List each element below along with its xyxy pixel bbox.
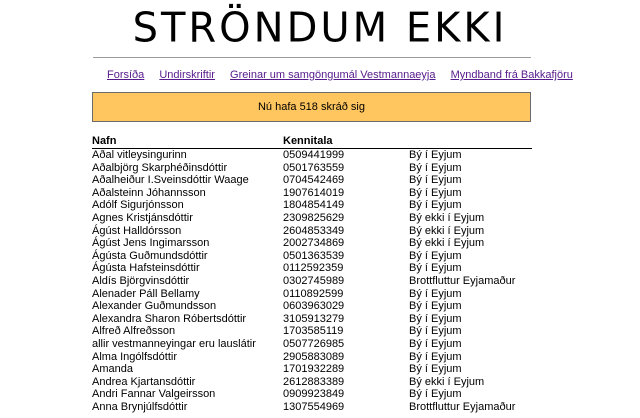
cell-name: allir vestmanneyingar eru lauslátir bbox=[92, 337, 256, 350]
cell-name: Ágúst Halldórsson bbox=[92, 224, 182, 237]
table-row bbox=[92, 262, 532, 275]
cell-kennitala: 2905883089 bbox=[283, 350, 345, 363]
cell-residence: Bý ekki í Eyjum bbox=[409, 237, 485, 250]
cell-kennitala: 0110892599 bbox=[283, 287, 344, 300]
cell-residence: Bý í Eyjum bbox=[409, 199, 462, 212]
nav-link-greinar[interactable]: Greinar um samgöngumál Vestmannaeyja bbox=[230, 69, 436, 81]
nav-link-forsida[interactable]: Forsíða bbox=[107, 69, 145, 81]
cell-residence: Bý í Eyjum bbox=[409, 287, 462, 300]
cell-name: Ágústa Hafsteinsdóttir bbox=[92, 262, 200, 275]
table-row bbox=[92, 174, 532, 187]
cell-kennitala: 2604853349 bbox=[283, 224, 345, 237]
table-row bbox=[92, 250, 532, 263]
site-title: STRÖNDUM EKKI bbox=[132, 4, 508, 52]
cell-residence: Bý í Eyjum bbox=[409, 174, 462, 187]
cell-kennitala: 2002734869 bbox=[283, 237, 345, 250]
cell-kennitala: 3105913279 bbox=[283, 312, 345, 325]
cell-name: Andrea Kjartansdóttir bbox=[92, 375, 196, 388]
cell-name: Aðalheiður I.Sveinsdóttir Waage bbox=[92, 174, 249, 187]
cell-name: Agnes Kristjánsdóttir bbox=[92, 211, 193, 224]
cell-residence: Bý í Eyjum bbox=[409, 363, 462, 376]
cell-residence: Bý í Eyjum bbox=[409, 161, 462, 174]
cell-residence: Brottfluttur Eyjamaður bbox=[409, 400, 516, 413]
cell-residence: Bý í Eyjum bbox=[409, 262, 462, 275]
cell-name: Andri Fannar Valgeirsson bbox=[92, 388, 216, 401]
signatures-table bbox=[92, 135, 532, 413]
table-row bbox=[92, 376, 532, 389]
cell-kennitala: 0704542469 bbox=[283, 174, 345, 187]
cell-kennitala: 0302745989 bbox=[283, 274, 345, 287]
cell-residence: Bý í Eyjum bbox=[409, 337, 462, 350]
cell-residence: Bý ekki í Eyjum bbox=[409, 224, 485, 237]
cell-residence: Brottfluttur Eyjamaður bbox=[409, 274, 516, 287]
cell-kennitala: 2612883389 bbox=[283, 375, 345, 388]
cell-residence: Bý í Eyjum bbox=[409, 388, 462, 401]
table-row bbox=[92, 300, 532, 313]
cell-kennitala: 0909923849 bbox=[283, 388, 345, 401]
table-header-row bbox=[92, 135, 532, 149]
cell-name: Aðal vitleysingurinn bbox=[92, 149, 187, 161]
cell-residence: Bý ekki í Eyjum bbox=[409, 211, 485, 224]
table-row bbox=[92, 275, 532, 288]
title-divider bbox=[93, 57, 531, 58]
table-row bbox=[92, 388, 532, 401]
cell-kennitala: 1703585119 bbox=[283, 325, 344, 338]
cell-kennitala: 0112592359 bbox=[283, 262, 344, 275]
cell-residence: Bý í Eyjum bbox=[409, 249, 462, 262]
cell-residence: Bý í Eyjum bbox=[409, 149, 462, 161]
cell-kennitala: 0501363539 bbox=[283, 249, 345, 262]
table-row bbox=[92, 401, 532, 414]
column-header-residence bbox=[409, 135, 532, 149]
table-row bbox=[92, 199, 532, 212]
cell-name: Ágústa Guðmundsdóttir bbox=[92, 249, 208, 262]
cell-name: Alexandra Sharon Róbertsdóttir bbox=[92, 312, 247, 325]
table-row bbox=[92, 313, 532, 326]
table-row bbox=[92, 288, 532, 301]
cell-kennitala: 1907614019 bbox=[283, 186, 345, 199]
cell-name: Alfreð Alfreðsson bbox=[92, 325, 176, 338]
column-header-kennitala: Kennitala bbox=[283, 135, 409, 149]
cell-kennitala: 0507726985 bbox=[283, 337, 345, 350]
cell-residence: Bý í Eyjum bbox=[409, 186, 462, 199]
cell-kennitala: 1701932289 bbox=[283, 363, 345, 376]
table-row bbox=[92, 338, 532, 351]
cell-name: Aðalbjörg Skarphéðinsdóttir bbox=[92, 161, 228, 174]
cell-kennitala: 0603963029 bbox=[283, 300, 345, 313]
cell-name: Ágúst Jens Ingimarsson bbox=[92, 237, 210, 250]
cell-name: Aðalsteinn Jóhannsson bbox=[92, 186, 206, 199]
table-row bbox=[92, 363, 532, 376]
table-row bbox=[92, 162, 532, 175]
cell-name: Alma Ingólfsdóttir bbox=[92, 350, 177, 363]
table-row bbox=[92, 351, 532, 364]
cell-kennitala: 2309825629 bbox=[283, 211, 345, 224]
cell-residence: Bý í Eyjum bbox=[409, 325, 462, 338]
table-row bbox=[92, 187, 532, 200]
cell-kennitala: 1307554969 bbox=[283, 400, 345, 413]
cell-kennitala: 0501763559 bbox=[283, 161, 345, 174]
table-row bbox=[92, 237, 532, 250]
table-row bbox=[92, 225, 532, 238]
signup-count-banner: Nú hafa 518 skráð sig bbox=[92, 92, 531, 122]
cell-name: Amanda bbox=[92, 363, 133, 376]
cell-name: Anna Brynjúlfsdóttir bbox=[92, 400, 188, 413]
cell-kennitala: 0509441999 bbox=[283, 149, 345, 161]
cell-name: Aldís Björgvinsdóttir bbox=[92, 274, 190, 287]
cell-name: Alexander Guðmundsson bbox=[92, 300, 217, 313]
cell-kennitala: 1804854149 bbox=[283, 199, 345, 212]
nav-link-undirskriftir[interactable]: Undirskriftir bbox=[159, 69, 215, 81]
table-row bbox=[92, 212, 532, 225]
table-row bbox=[92, 149, 532, 162]
cell-residence: Bý í Eyjum bbox=[409, 350, 462, 363]
column-header-name: Nafn bbox=[92, 135, 283, 149]
cell-residence: Bý í Eyjum bbox=[409, 312, 462, 325]
cell-name: Adólf Sigurjónsson bbox=[92, 199, 184, 212]
table-row bbox=[92, 325, 532, 338]
cell-residence: Bý ekki í Eyjum bbox=[409, 375, 485, 388]
nav-link-myndband[interactable]: Myndband frá Bakkafjöru bbox=[450, 69, 573, 81]
nav-bar bbox=[107, 68, 573, 82]
table-body bbox=[92, 149, 532, 414]
cell-name: Alenader Páll Bellamy bbox=[92, 287, 200, 300]
cell-residence: Bý í Eyjum bbox=[409, 300, 462, 313]
